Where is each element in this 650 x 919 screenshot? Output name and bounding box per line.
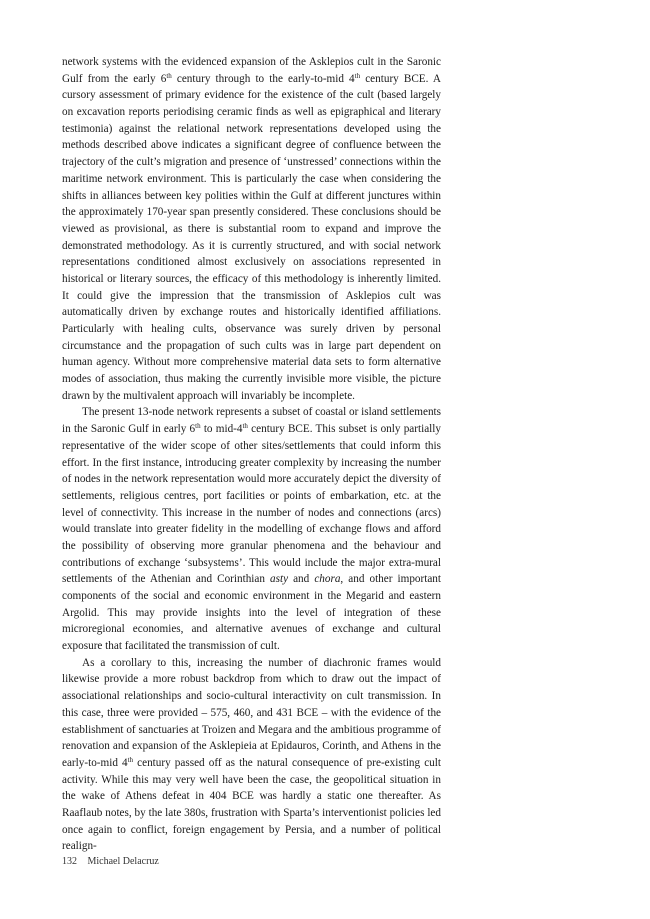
superscript: th <box>127 755 134 764</box>
text-run: century BCE. This subset is only partially representative of the wider scope of other sites/settlements that could inform this effort. In the first instance, introducing greater complexity by increasing the number of nodes in the network representation would more accurately depict the diversity of settlements, religious centres, port facilities or points of embarkation, etc. at the level of connectivity. This increase in the number of nodes and connections (arcs) would translate into greater fidelity in the modelling of exchange flows and afford the possibility of observing more granular phenomena and the behaviour and contributions of exchange ‘subsystems’. This would include the major extra-mural settlements of the Athenian and Corinthian <box>62 423 441 586</box>
paragraph-3 <box>62 655 441 855</box>
running-author: Michael Delacruz <box>87 856 159 867</box>
page-footer <box>62 856 159 868</box>
text-run: network systems with the evidenced expansion of the Asklepios cult in the Saronic Gulf from the early 6 <box>62 56 441 85</box>
text-run: As a corollary to this, increasing the number of diachronic frames would likewise provide a more robust backdrop from which to draw out the impact of associational relationships and socio-cultural interactivity on cult transmission. In this case, three were provided – 575, 460, and 431 BCE – with the evidence of the establishment of sanctuaries at Troizen and Megara and the ambitious programme of renovation and expansion of the Asklepieia at Epidauros, Corinth, and Athens in the early-to-mid 4 <box>62 656 441 769</box>
text-run: century through to the early-to-mid 4 <box>171 72 355 85</box>
text-run: and <box>288 573 315 586</box>
body-text <box>62 54 441 855</box>
superscript: th <box>166 71 172 80</box>
text-run: century BCE. A cursory assessment of primary evidence for the existence of the cult (based largely on excavation reports periodising ceramic finds as well as epigraphical and literary testimonia) against the relational network representations developed using the methods described above indicates a significant degree of confluence between the trajectory of the cult’s migration and presence of ‘unstressed’ connections within the maritime network environment. This is particularly the case when considering the shifts in alliances between key polities within the Gulf at different junctures within the approximately 170-year span presently considered. These conclusions should be viewed as provisional, as there is substantial room to expand and improve the demonstrated methodology. As it is currently structured, and with social network representations conditioned almost exclusively on associations represented in historical or literary sources, the efficacy of this methodology is inherently limited. It could give the impression that the transmission of Asklepios cult was automatically driven by exchange routes and historically identified affiliations. Particularly with healing cults, observance was surely driven by personal circumstance and the propagation of such cults was in large part dependent on human agency. Without more comprehensive material data sets to form alternative modes of association, thus making the currently invisible more visible, the picture drawn by the multivalent approach will invariably be incomplete. <box>62 72 441 402</box>
italic-term: chora <box>314 573 341 586</box>
paragraph-1 <box>62 54 441 404</box>
italic-term: asty <box>270 573 289 586</box>
text-run: , and other important components of the social and economic environment in the Megarid and eastern Argolid. This may provide insights into the level of integration of these microregional economies, and alternative avenues of exchange and cultural exposure that facilitated the transmission of cult. <box>62 573 442 653</box>
text-run: to mid-4 <box>200 423 243 436</box>
superscript: th <box>195 422 201 431</box>
text-run: The present 13-node network represents a subset of coastal or island settlements in the Saronic Gulf in early 6 <box>62 406 441 436</box>
paragraph-2 <box>62 404 441 654</box>
superscript: th <box>354 71 361 80</box>
page-number: 132 <box>62 856 77 867</box>
superscript: th <box>242 422 248 431</box>
text-run: century passed off as the natural consequence of pre-existing cult activity. While this may very well have been the case, the geopolitical situation in the wake of Athens defeat in 404 BCE was hardly a static one thereafter. As Raaflaub notes, by the late 380s, frustration with Sparta’s interventionist policies led once again to conflict, foreign engagement by Persia, and a number of political realign- <box>62 756 441 853</box>
